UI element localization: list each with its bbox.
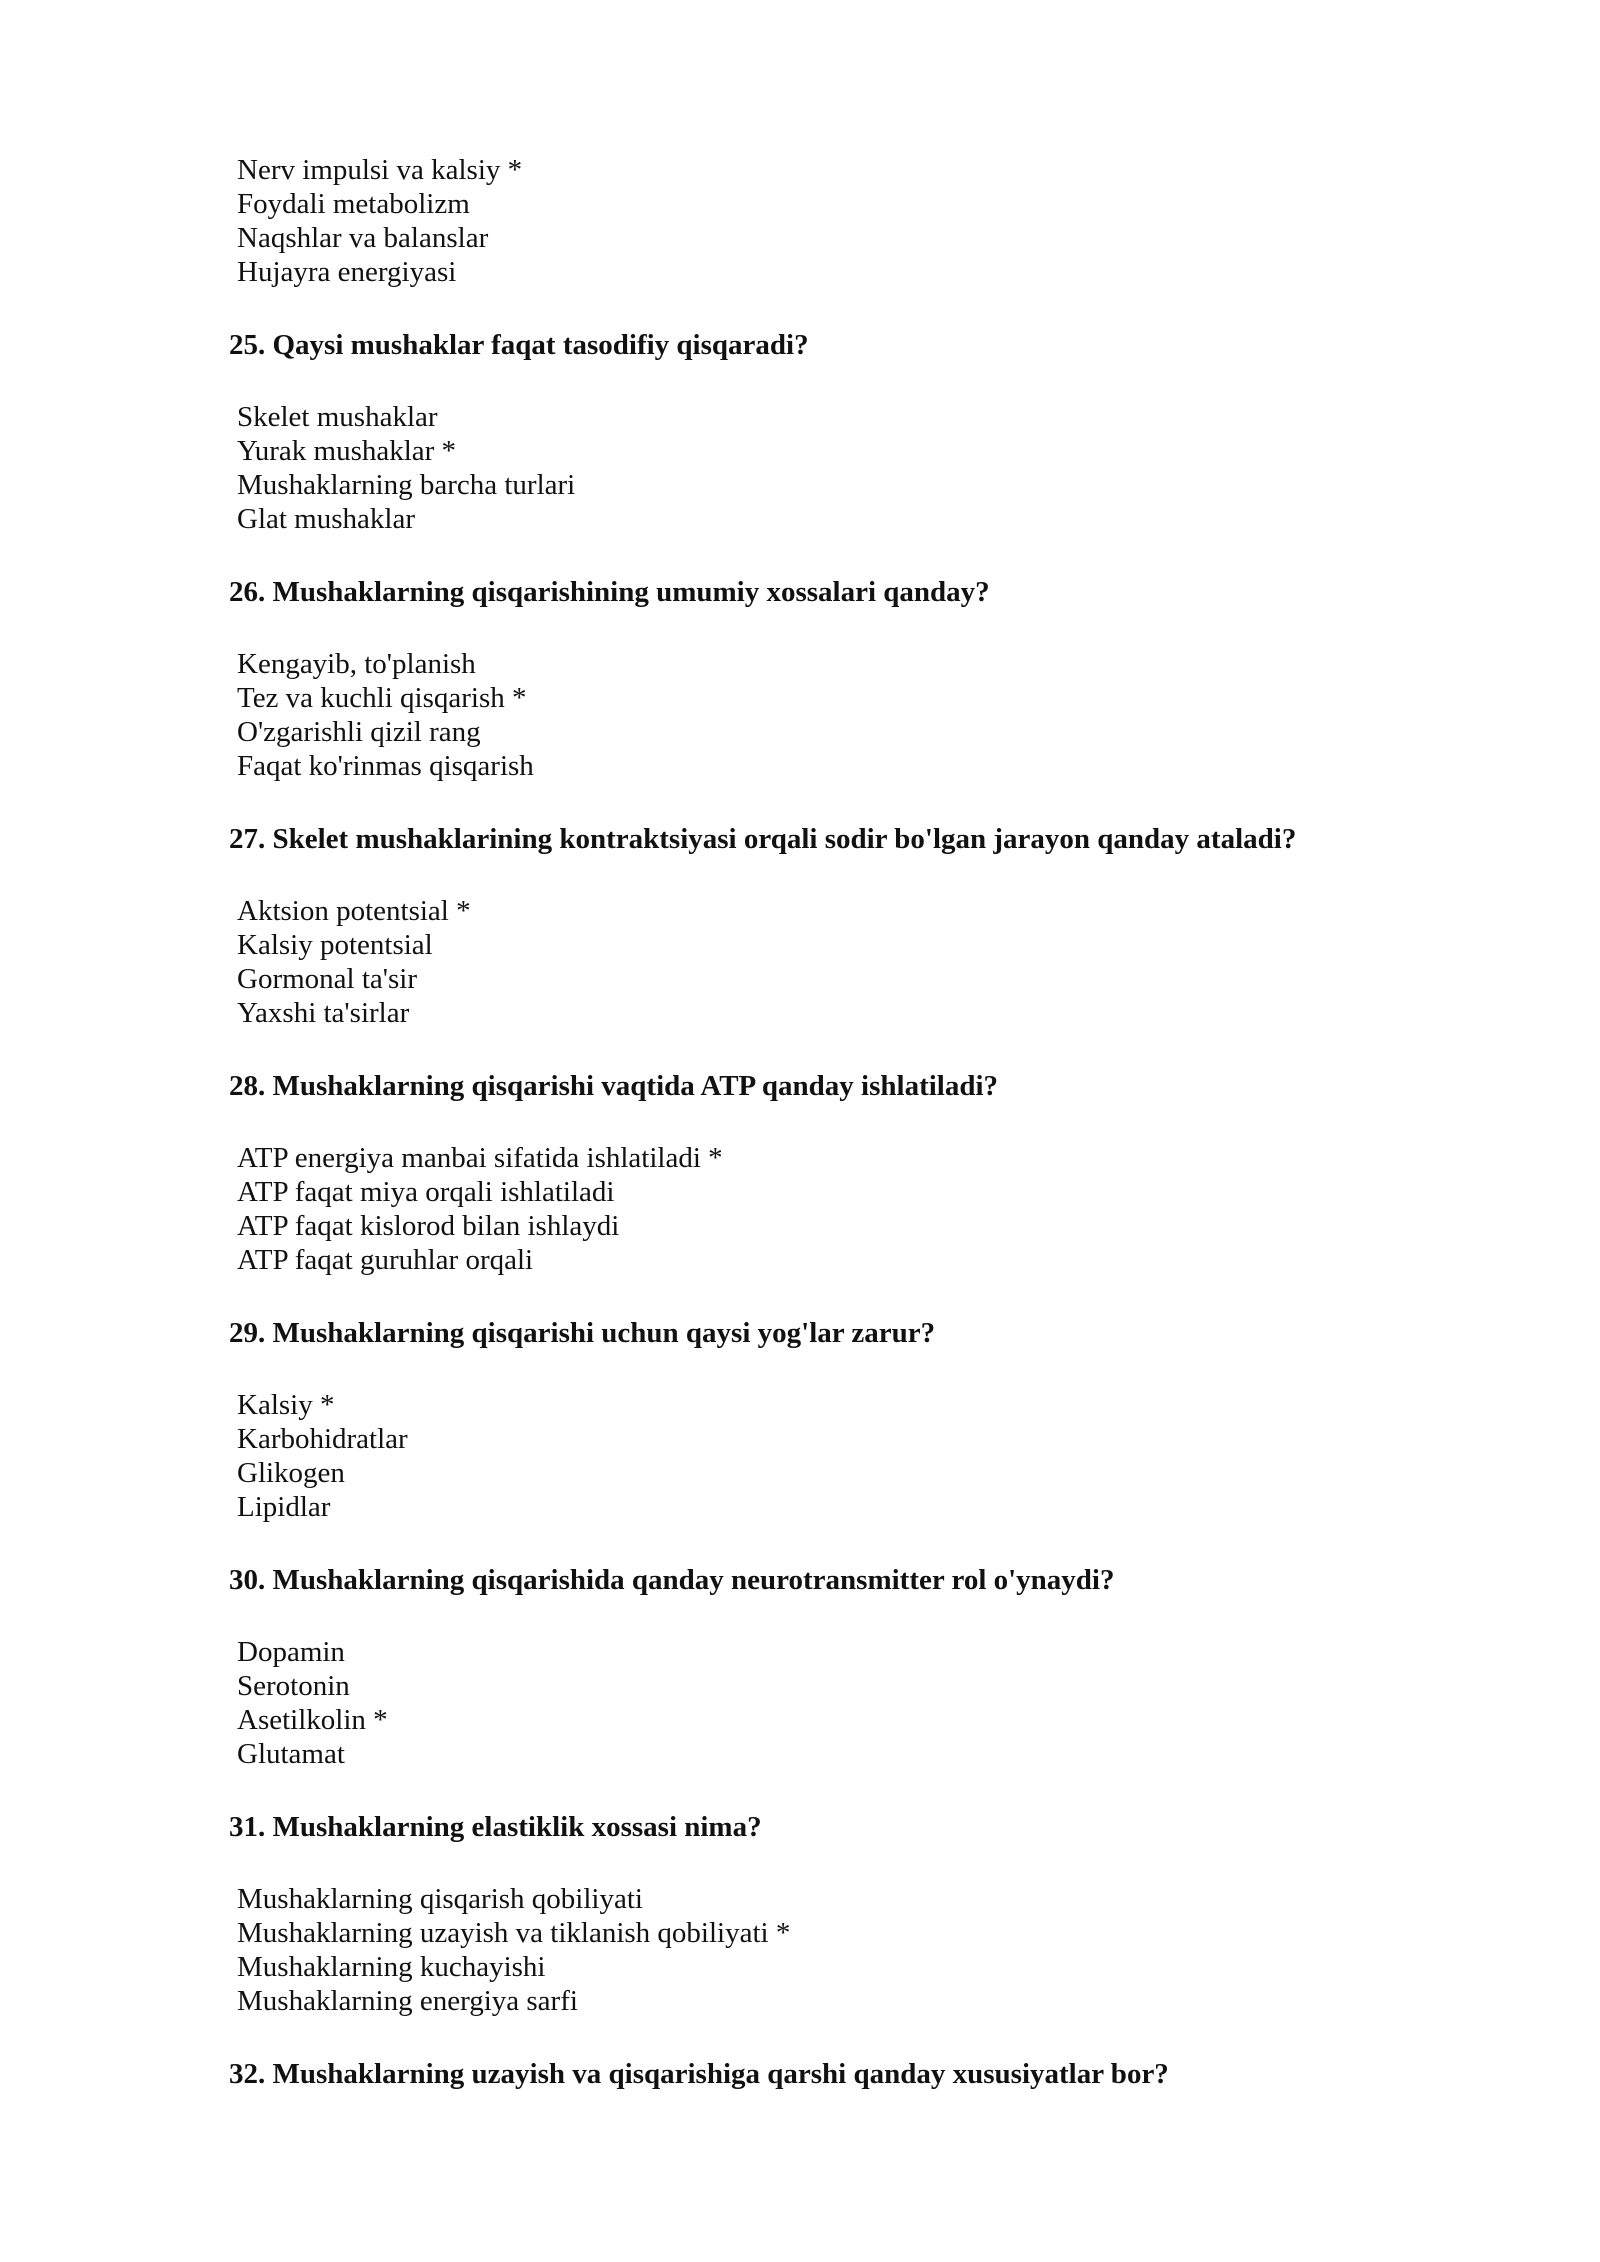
answer-option: Asetilkolin * [237, 1704, 388, 1736]
answer-option: Lipidlar [237, 1491, 331, 1523]
answer-option: Kalsiy potentsial [237, 929, 433, 961]
answer-option: Mushaklarning kuchayishi [237, 1951, 546, 1983]
answer-option: Faqat ko'rinmas qisqarish [237, 750, 534, 782]
question-heading: 31. Mushaklarning elastiklik xossasi nima? [229, 1811, 762, 1843]
question-heading: 26. Mushaklarning qisqarishining umumiy xossalari qanday? [229, 576, 990, 608]
answer-option: Glikogen [237, 1457, 345, 1489]
answer-option: Mushaklarning energiya sarfi [237, 1985, 578, 2017]
answer-option: Tez va kuchli qisqarish * [237, 682, 527, 714]
answer-option: Kalsiy * [237, 1389, 335, 1421]
answer-option: Yaxshi ta'sirlar [237, 997, 410, 1029]
answer-option: Karbohidratlar [237, 1423, 408, 1455]
answer-option: Dopamin [237, 1636, 345, 1668]
answer-option: Kengayib, to'planish [237, 648, 476, 680]
answer-option: Nerv impulsi va kalsiy * [237, 154, 523, 186]
answer-option: Hujayra energiyasi [237, 256, 457, 288]
answer-option: Gormonal ta'sir [237, 963, 417, 995]
answer-option: Mushaklarning barcha turlari [237, 469, 576, 501]
answer-option: Glutamat [237, 1738, 345, 1770]
answer-option: ATP faqat miya orqali ishlatiladi [237, 1176, 615, 1208]
question-heading: 28. Mushaklarning qisqarishi vaqtida ATP qanday ishlatiladi? [229, 1070, 999, 1102]
question-heading: 29. Mushaklarning qisqarishi uchun qaysi yog'lar zarur? [229, 1317, 936, 1349]
answer-option: Mushaklarning uzayish va tiklanish qobiliyati * [237, 1917, 791, 1949]
answer-option: Glat mushaklar [237, 503, 415, 535]
answer-option: Naqshlar va balanslar [237, 222, 489, 254]
question-heading: 27. Skelet mushaklarining kontraktsiyasi orqali sodir bo'lgan jarayon qanday ataladi? [229, 823, 1297, 855]
answer-option: Yurak mushaklar * [237, 435, 457, 467]
answer-option: Foydali metabolizm [237, 188, 470, 220]
answer-option: ATP faqat kislorod bilan ishlaydi [237, 1210, 620, 1242]
answer-option: Serotonin [237, 1670, 350, 1702]
question-heading: 30. Mushaklarning qisqarishida qanday neurotransmitter rol o'ynaydi? [229, 1564, 1115, 1596]
question-heading: 32. Mushaklarning uzayish va qisqarishiga qarshi qanday xususiyatlar bor? [229, 2058, 1169, 2090]
answer-option: Mushaklarning qisqarish qobiliyati [237, 1883, 643, 1915]
answer-option: Skelet mushaklar [237, 401, 438, 433]
question-heading: 25. Qaysi mushaklar faqat tasodifiy qisqaradi? [229, 329, 809, 361]
answer-option: ATP energiya manbai sifatida ishlatiladi * [237, 1142, 723, 1174]
answer-option: O'zgarishli qizil rang [237, 716, 481, 748]
answer-option: ATP faqat guruhlar orqali [237, 1244, 534, 1276]
answer-option: Aktsion potentsial * [237, 895, 471, 927]
